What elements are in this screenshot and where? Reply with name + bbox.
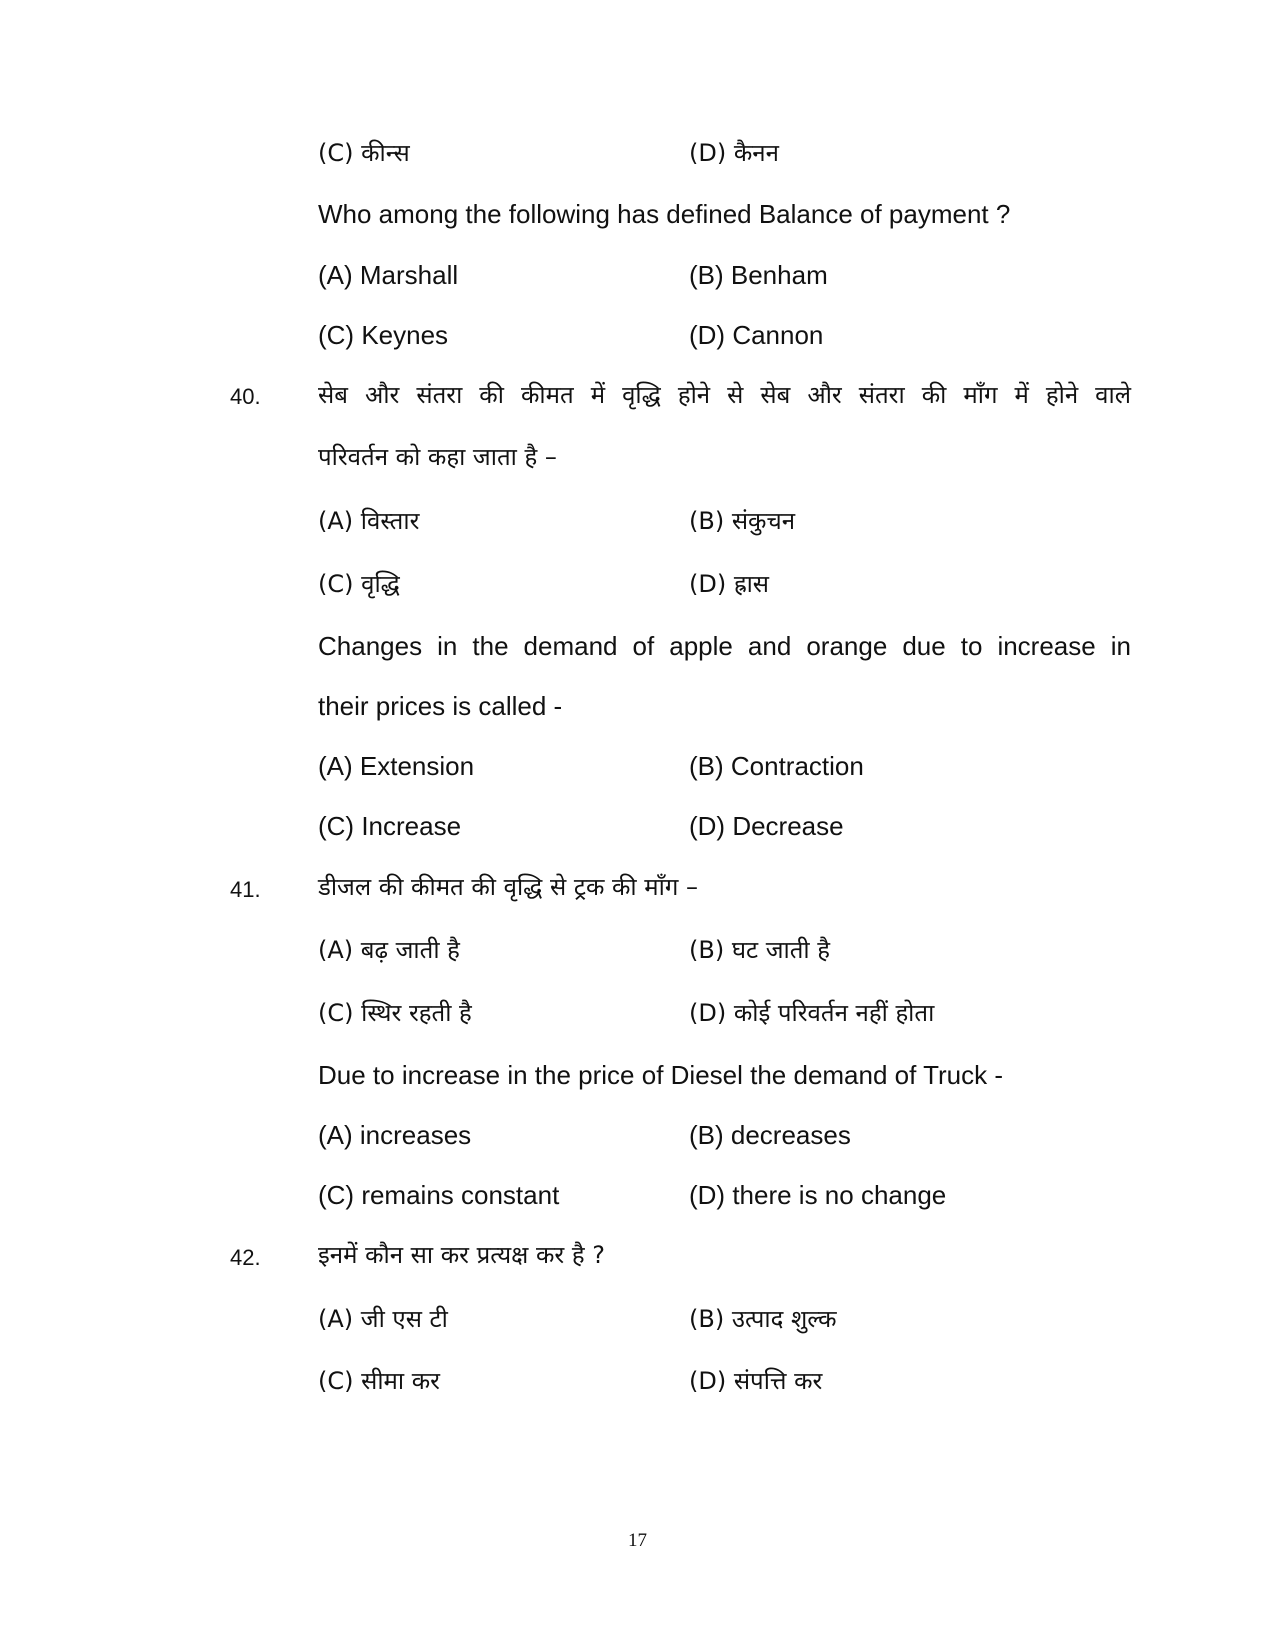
q39-question-english: Who among the following has defined Balance of payment ? bbox=[318, 199, 1011, 229]
q40-question-hindi-line2: परिवर्तन को कहा जाता है – bbox=[318, 443, 557, 471]
q42-question-hindi: इनमें कौन सा कर प्रत्यक्ष कर है ? bbox=[318, 1241, 605, 1269]
q41-option-a-hindi: (A) बढ़ जाती है bbox=[318, 936, 460, 964]
q41-option-b-hindi: (B) घट जाती है bbox=[689, 936, 831, 964]
q41-option-b-english: (B) decreases bbox=[689, 1120, 851, 1150]
q39-option-d-hindi: (D) कैनन bbox=[689, 139, 779, 167]
q40-question-english-line1: Changes in the demand of apple and orange due to increase in bbox=[318, 631, 1131, 661]
q40-question-english-line2: their prices is called - bbox=[318, 691, 563, 721]
q39-option-c-hindi: (C) कीन्स bbox=[318, 139, 410, 167]
q41-question-hindi: डीजल की कीमत की वृद्धि से ट्रक की माँग – bbox=[318, 873, 698, 901]
q40-option-a-english: (A) Extension bbox=[318, 751, 475, 781]
q40-option-d-hindi: (D) ह्रास bbox=[689, 570, 770, 598]
q40-option-c-hindi: (C) वृद्धि bbox=[318, 570, 400, 598]
q40-option-c-english: (C) Increase bbox=[318, 811, 462, 841]
q41-option-a-english: (A) increases bbox=[318, 1120, 472, 1150]
q41-option-c-english: (C) remains constant bbox=[318, 1180, 560, 1210]
q40-option-b-hindi: (B) संकुचन bbox=[689, 507, 796, 535]
q41-option-c-hindi: (C) स्थिर रहती है bbox=[318, 999, 472, 1027]
q39-option-b-english: (B) Benham bbox=[689, 260, 828, 290]
q42-option-c-hindi: (C) सीमा कर bbox=[318, 1367, 440, 1395]
q42-option-b-hindi: (B) उत्पाद शुल्क bbox=[689, 1305, 837, 1333]
q41-option-d-english: (D) there is no change bbox=[689, 1180, 947, 1210]
page-number: 17 bbox=[628, 1530, 647, 1551]
q41-option-d-hindi: (D) कोई परिवर्तन नहीं होता bbox=[689, 999, 935, 1027]
q39-option-a-english: (A) Marshall bbox=[318, 260, 459, 290]
q42-option-d-hindi: (D) संपत्ति कर bbox=[689, 1367, 823, 1395]
q40-option-d-english: (D) Decrease bbox=[689, 811, 844, 841]
q40-number: 40. bbox=[230, 384, 261, 409]
q41-question-english: Due to increase in the price of Diesel the demand of Truck - bbox=[318, 1060, 1004, 1090]
q40-option-b-english: (B) Contraction bbox=[689, 751, 864, 781]
q41-number: 41. bbox=[230, 877, 261, 902]
q40-question-hindi-line1: सेब और संतरा की कीमत में वृद्धि होने से सेब और संतरा की माँग में होने वाले bbox=[318, 381, 1131, 409]
q40-option-a-hindi: (A) विस्तार bbox=[318, 507, 420, 535]
q39-option-d-english: (D) Cannon bbox=[689, 320, 824, 350]
q42-option-a-hindi: (A) जी एस टी bbox=[318, 1305, 448, 1333]
q42-number: 42. bbox=[230, 1245, 261, 1270]
q39-option-c-english: (C) Keynes bbox=[318, 320, 449, 350]
